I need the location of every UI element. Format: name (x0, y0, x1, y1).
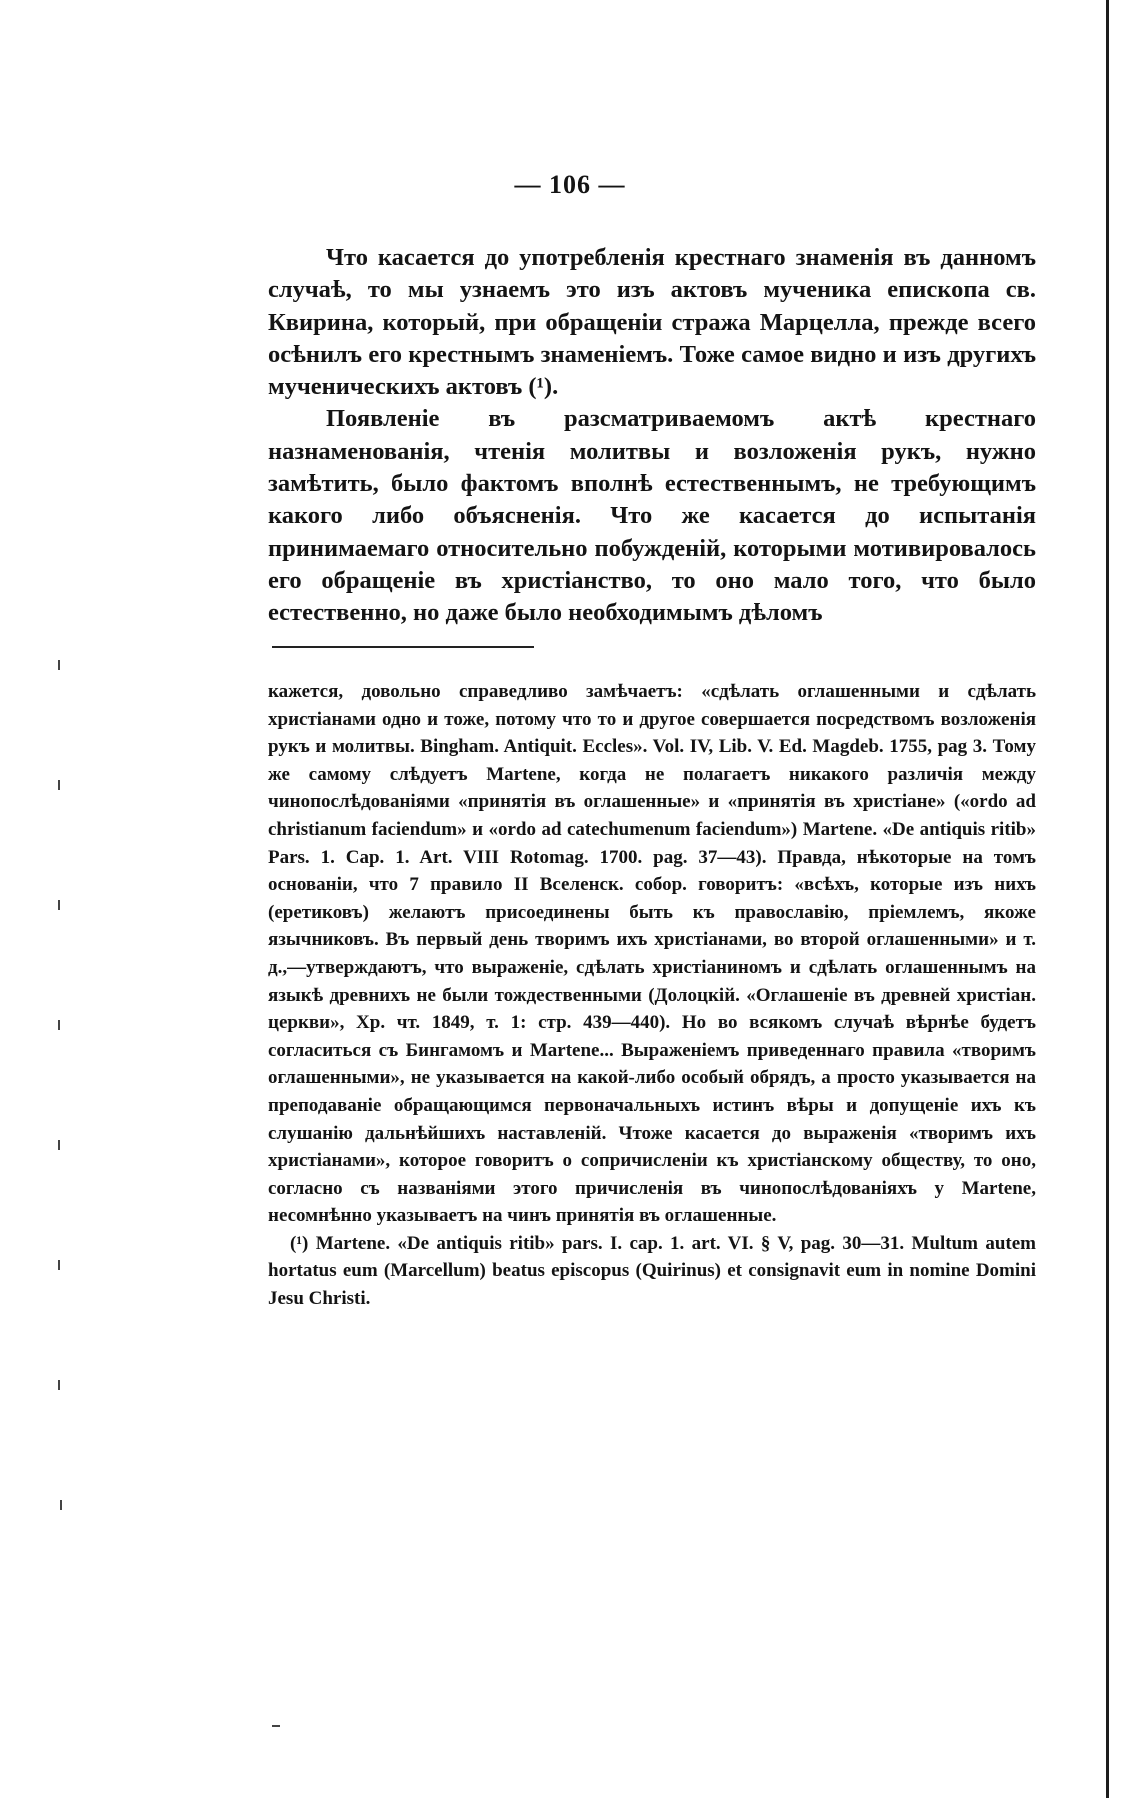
scan-mark (58, 1380, 60, 1390)
scan-mark (272, 1725, 280, 1727)
main-paragraph-1: Что касается до употребленія крестнаго знаменія въ данномъ случаѣ, то мы узнаемъ это изъ актовъ мученика епископа св. Квирина, который, при обращеніи стража Марцелла, прежде всего осѣнилъ его крестнымъ знаменіемъ. Тоже самое видно и изъ другихъ мученическихъ актовъ (¹). (268, 244, 1036, 401)
footnote-1: (¹) Martene. «De antiquis ritib» pars. I. cap. 1. art. VI. § V, pag. 30—31. Multum autem hortatus eum (Marcellum) beatus episcopus (Quirinus) et consignavit eum in nomine Domini Jesu Christi. (268, 1232, 1036, 1310)
main-text (268, 242, 1036, 630)
scan-mark (58, 780, 60, 790)
footnote-continuation: кажется, довольно справедливо замѣчаетъ: «сдѣлать оглашенными и сдѣлать христіанами одно и тоже, потому что то и другое совершается посредствомъ возложенія рукъ и молитвы. Bingham. Antiquit. Eccles». Vol. IV, Lib. V. Ed. Magdeb. 1755, pag 3. Тому же самому слѣдуетъ Martene, когда не полагаетъ никакого различія между чинопослѣдованіями «принятія въ оглашенные» и «принятія въ христіане» («ordo ad christianum faciendum» и «ordo ad catechumenum faciendum») Martene. «De antiquis ritib» Pars. 1. Cap. 1. Art. VIII Rotomag. 1700. pag. 37—43). Правда, нѣкоторые на томъ основаніи, что 7 правило II Вселенск. собор. говоритъ: «всѣхъ, которые изъ нихъ (еретиковъ) желаютъ присоединены быть къ православію, пріемлемъ, якоже язычниковъ. Въ первый день творимъ ихъ христіанами, во второй оглашенными» и т. д.,—утверждаютъ, что выраженіе, сдѣлать христіаниномъ и сдѣлать оглашеннымъ на языкѣ древнихъ не были тождественными (Долоцкій. «Оглашеніе въ древней христіан. церкви», Хр. чт. 1849, т. 1: стр. 439—440). Но во всякомъ случаѣ вѣрнѣе будетъ согласиться съ Бингамомъ и Martene... Выраженіемъ приведеннаго правила «творимъ оглашенными», не указывается на какой-либо особый обрядъ, а просто указывается на преподаваніе обращающимся первоначальныхъ истинъ вѣры и допущеніе ихъ къ слушанію дальнѣйшихъ наставленій. Чтоже касается до выраженія «творимъ ихъ христіанами», которое говоритъ о сопричисленіи къ христіанскому обществу, то оно, согласно съ названіями этого причисленія въ чинопослѣдованіяхъ у Martene, несомнѣнно указываетъ на чинъ принятія въ оглашенные. (268, 681, 1036, 1227)
footnotes (268, 678, 1036, 1313)
scan-mark (58, 660, 60, 670)
scan-mark (58, 1140, 60, 1150)
scan-mark (60, 1500, 62, 1510)
footnote-divider (272, 646, 534, 648)
main-paragraph-2: Появленіе въ разсматриваемомъ актѣ крестнаго назнаменованія, чтенія молитвы и возложенія рукъ, нужно замѣтить, было фактомъ вполнѣ естественнымъ, не требующимъ какого либо объясненія. Что же касается до испытанія принимаемаго относительно побужденій, которыми мотивировалось его обращеніе въ христіанство, то оно мало того, что было естественно, но даже было необходимымъ дѣломъ (268, 405, 1036, 627)
page-edge-line (1106, 0, 1109, 1798)
scan-mark (58, 1020, 60, 1030)
scan-mark (58, 900, 60, 910)
scan-mark (58, 1260, 60, 1270)
page-number: — 106 — (514, 170, 626, 199)
